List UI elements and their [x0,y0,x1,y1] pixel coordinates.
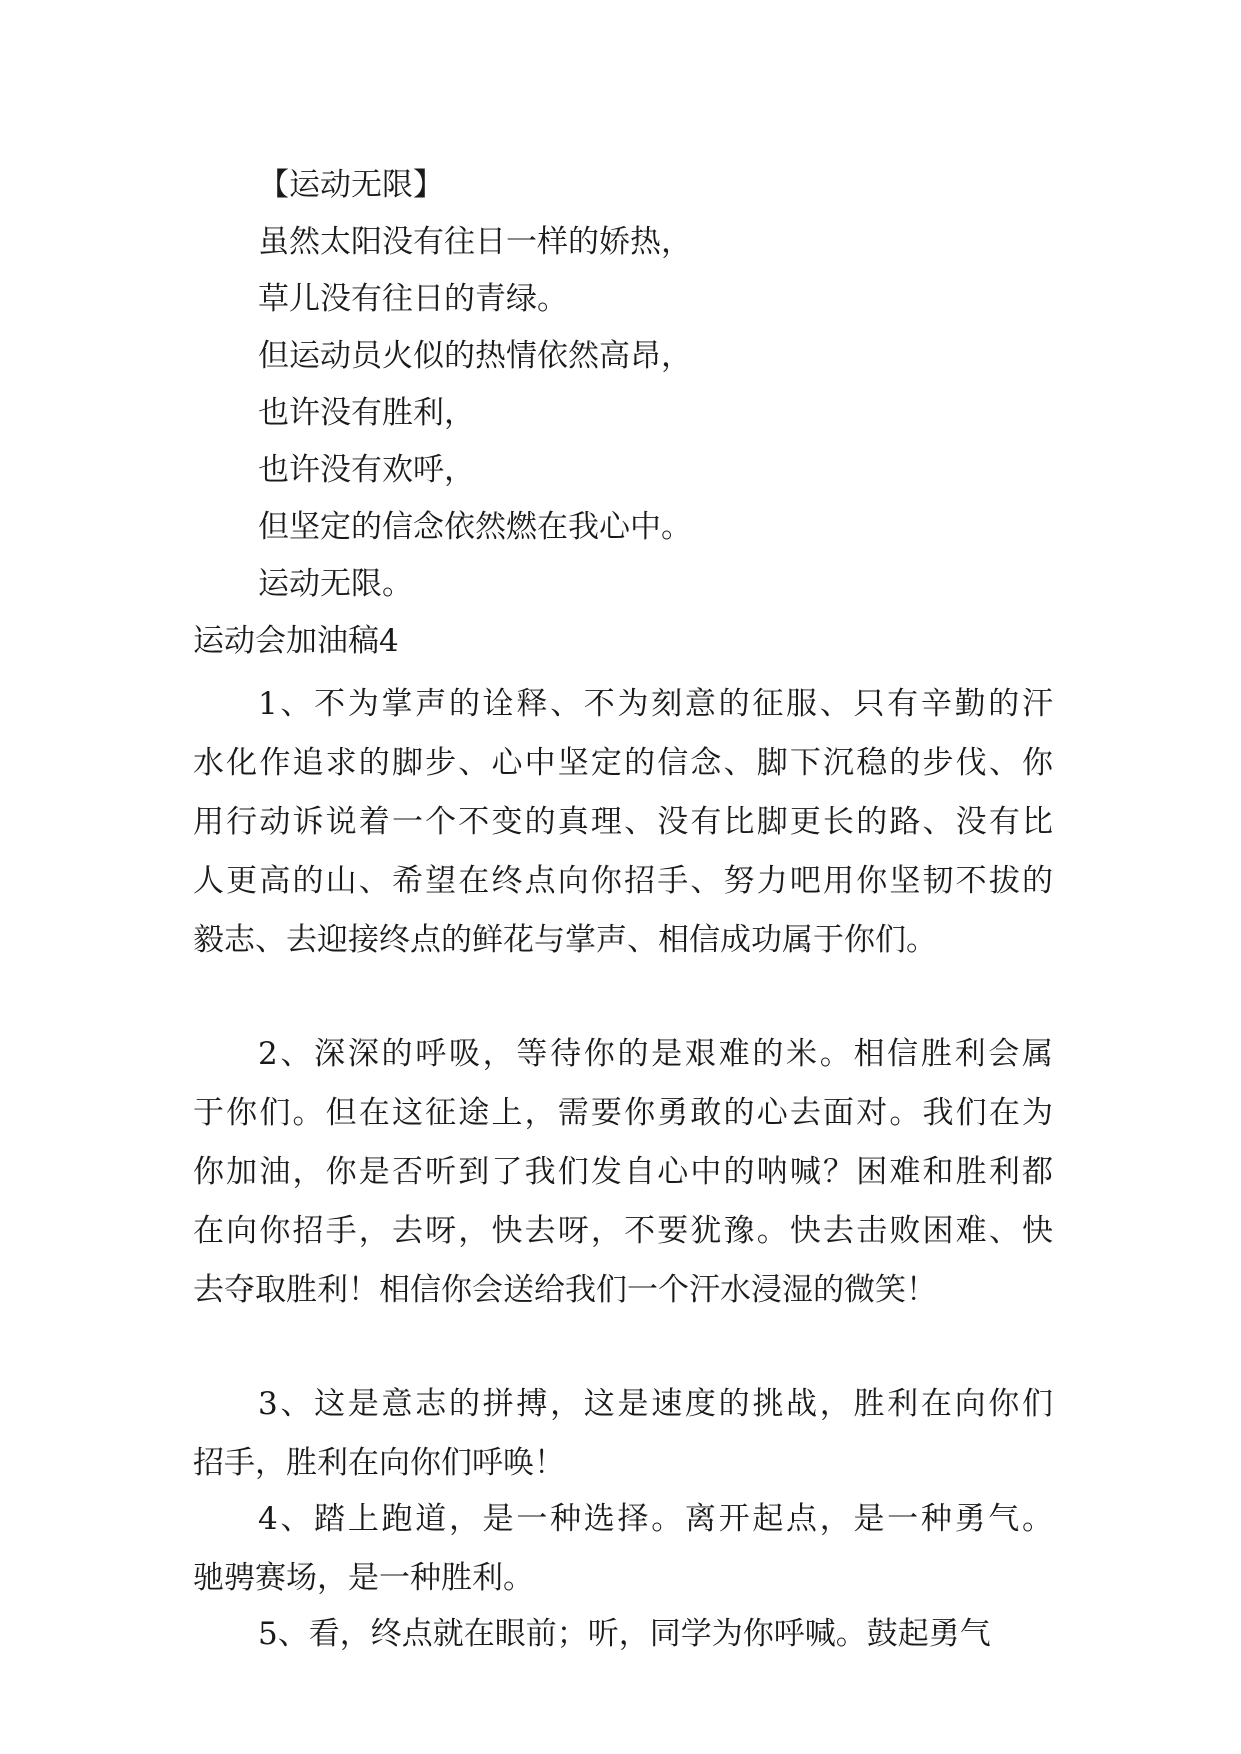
poem-line: 也许没有胜利， [258,395,475,431]
paragraph-line: 3、这是意志的拼搏，这是速度的挑战，胜利在向你们 [258,1386,1053,1422]
paragraph-line: 水化作追求的脚步、心中坚定的信念、脚下沉稳的步伐、你 [193,745,1053,781]
paragraph-line: 用行动诉说着一个不变的真理、没有比脚更长的路、没有比 [193,804,1053,840]
poem-title: 【运动无限】 [258,167,444,203]
paragraph-line: 去夺取胜利！相信你会送给我们一个汗水浸湿的微笑！ [193,1272,937,1308]
paragraph-3 [193,1375,1053,1493]
paragraph-2 [193,1025,1053,1320]
paragraph-line: 在向你招手，去呀，快去呀，不要犹豫。快去击败困难、快 [193,1213,1053,1249]
paragraph-line: 2、深深的呼吸，等待你的是艰难的米。相信胜利会属 [258,1036,1053,1072]
section-heading: 运动会加油稿4 [193,623,399,659]
paragraph-line: 1、不为掌声的诠释、不为刻意的征服、只有辛勤的汗 [258,686,1053,722]
paragraph-1 [193,675,1053,970]
paragraph-line: 5、看，终点就在眼前；听，同学为你呼喊。鼓起勇气 [258,1616,991,1652]
poem-line: 草儿没有往日的青绿。 [258,281,568,317]
paragraph-line: 你加油，你是否听到了我们发自心中的呐喊？困难和胜利都 [193,1154,1053,1190]
paragraph-line: 招手，胜利在向你们呼唤！ [193,1445,565,1481]
poem-line: 但运动员火似的热情依然高昂， [258,338,692,374]
poem-line: 也许没有欢呼， [258,452,475,488]
paragraph-line: 于你们。但在这征途上，需要你勇敢的心去面对。我们在为 [193,1095,1053,1131]
paragraph-5 [193,1605,1053,1664]
paragraph-line: 驰骋赛场，是一种胜利。 [193,1560,534,1596]
paragraph-line: 4、踏上跑道，是一种选择。离开起点，是一种勇气。 [258,1501,1053,1537]
poem-line: 运动无限。 [258,566,413,602]
paragraph-4 [193,1490,1053,1608]
poem-line: 但坚定的信念依然燃在我心中。 [258,509,692,545]
paragraph-line: 人更高的山、希望在终点向你招手、努力吧用你坚韧不拔的 [193,863,1053,899]
paragraph-line: 毅志、去迎接终点的鲜花与掌声、相信成功属于你们。 [193,922,937,958]
poem-line: 虽然太阳没有往日一样的娇热， [258,224,692,260]
